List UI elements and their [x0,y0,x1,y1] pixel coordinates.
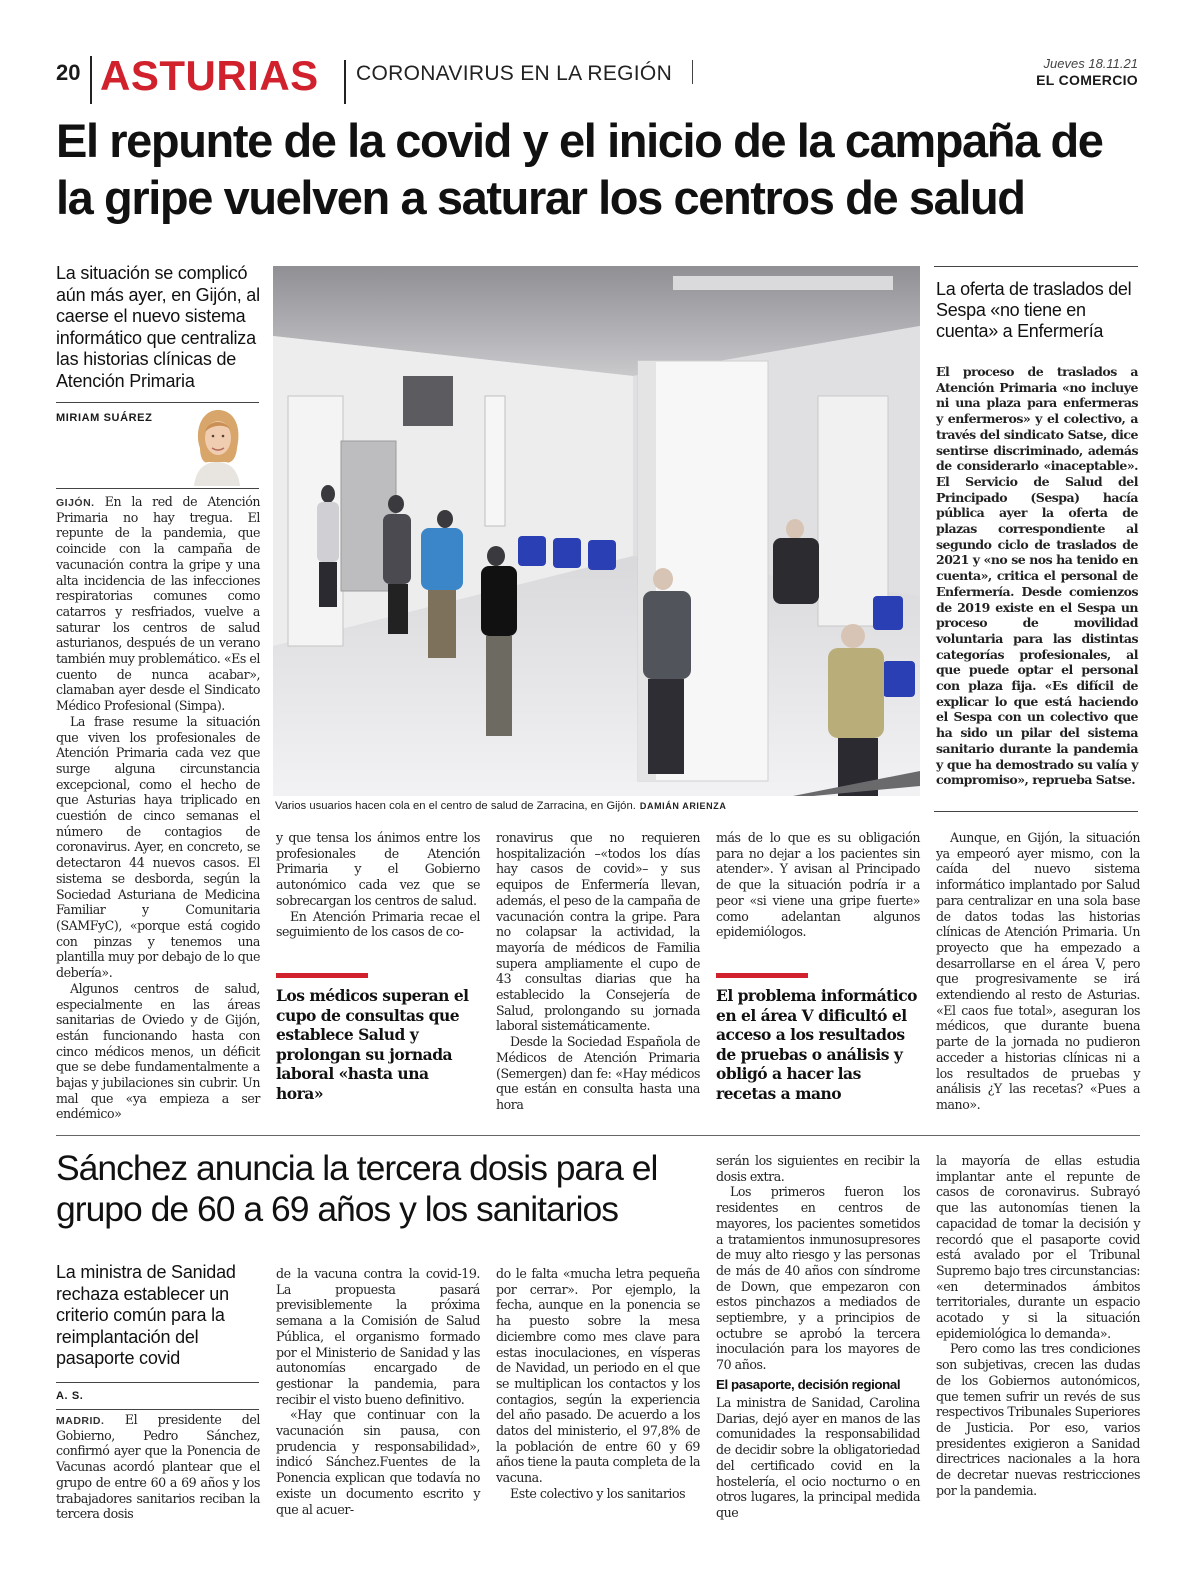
article-headline: El repunte de la covid y el inicio de la campaña de la gripe vuelven a saturar los centros de salud [56,114,1103,224]
masthead-divider [692,60,693,84]
newspaper-name: EL COMERCIO [1036,72,1138,88]
news-photo [273,266,920,796]
masthead-divider [90,56,92,104]
pull-quote: Los médicos superan el cupo de consultas que establece Salud y prolongan su jornada laboral «hasta una hora» [276,986,469,1103]
paragraph: ronavirus que no requieren hospitalización –«todos los días hay casos de covid»– y sus equipos de Enfermería llevan, además, el peso de la campaña de vacunación contra la gripe. Para no colapsar la actividad, la mayoría de médicos de Familia supera ampliamente el cupo de 43 consultas diarias que ha establecido la Consejería de Salud, prolongando su jornada laboral sistemáticamente. [496,830,700,1034]
dateline: GIJÓN. [56,497,95,509]
paragraph: do le falta «mucha letra pequeña por cerrar». Por ejemplo, la fecha, aunque en la ponencia se ha puesto sobre la mesa diciembre como mes clave para estas inoculaciones, en vísperas de Navidad, un periodo en el que se multiplican los contactos y los contagios, según la experiencia del año pasado. De acuerdo a los datos del ministerio, el 97,8% de la población de entre 60 y 69 años tiene la pauta completa de la vacuna. [496,1266,701,1486]
article-column [716,1395,920,1538]
issue-date: Jueves 18.11.21 [1043,56,1138,71]
paragraph: serán los siguientes en recibir la dosis extra. [716,1153,920,1184]
pull-quote: El problema informático en el área V dificultó el acceso a los resultados de pruebas o análisis y obligó a hacer las recetas a mano [716,986,917,1103]
author-photo [182,404,252,486]
paragraph: más de lo que es su obligación para no dejar a los pacientes sin atender». Y avisan al Principado de que la situación podría ir a peor «si viene una gripe fuerte» como adelantan algunos epidemiólogos. [716,830,920,940]
article-column [716,830,920,970]
author-byline: MIRIAM SUÁREZ [56,412,153,424]
rule [56,1382,259,1383]
paragraph: En Atención Primaria recae el seguimiento de los casos de co- [276,908,480,940]
article-column [56,494,260,1122]
author-byline: A. S. [56,1390,84,1402]
rule [56,402,259,403]
paragraph: de la vacuna contra la covid-19. La propuesta pasará previsiblemente la próxima semana a la Comisión de Salud Pública, el organismo formado por el Ministerio de Sanidad y las autonomías encargado de gestionar la pandemia, para recibir el visto bueno definitivo. [276,1266,480,1407]
article-column [936,1153,1140,1537]
paragraph: La frase resume la situación que viven los profesionales de Atención Primaria cada vez que surge alguna circunstancia excepcional, como el hecho de que Asturias haya triplicado en cuestión de cinco semanas el número de contagios de coronavirus. Ayer, en concreto, se detectaron 44 nuevos casos. El sistema se desborda, según la Sociedad Asturiana de Medicina Familiar y Comunitaria (SAMFyC), «porque está cogido con pinzas y tenemos una plantilla muy por debajo de lo que debería». [56,713,260,981]
photo-caption [275,800,915,812]
page-number: 20 [56,60,81,85]
article-headline: Sánchez anuncia la tercera dosis para el grupo de 60 a 69 años y los sanitarios [56,1148,658,1229]
paragraph: Aunque, en Gijón, la situación ya empeoró ayer mismo, con la caída del nuevo sistema informático implantado por Salud para centralizar en una sola base de datos todas las historias clínicas de Atención Primaria. Un proyecto que ha empezado a desarrollarse en el área V, pero que progresivamente se irá extendiendo al resto de Asturias. «El caos fue total», aseguran los médicos, que durante buena parte de la jornada no pudieron acceder a historias clínicas ni a los resultados de pruebas y análisis ¿Y las recetas? «Pues a mano». [936,830,1140,1112]
article-deck: La ministra de Sanidad rechaza establecer un criterio común para la reimplantación del pasaporte covid [56,1262,236,1368]
article-deck: La situación se complicó aún más ayer, en Gijón, al caerse el nuevo sistema informático que centraliza las historias clínicas de Atención Primaria [56,263,260,391]
section-title: ASTURIAS [100,52,319,99]
paragraph: Los primeros fueron los residentes en centros de mayores, los pacientes sometidos a tratamientos inmunosupresores de muy alto riesgo y las personas de más de 40 años con síndrome de Down, que empezaron con estos pinchazos a mediados de septiembre, y a principios de octubre se aprobó la tercera inoculación para los mayores de 70 años. [716,1184,920,1373]
article-column [496,830,700,1110]
paragraph: la mayoría de ellas estudia implantar ante el repunte de casos de coronavirus. Subrayó que las autonomías tienen la capacidad de tomar la decisión y recordó que el pasaporte covid está avalado por el Tribunal Supremo bajo tres circunstancias: «en determinados ámbitos territoriales, durante un espacio acotado y si la situación epidemiológica lo demanda». [936,1153,1140,1341]
masthead-divider [344,60,346,104]
paragraph: Algunos centros de salud, especialmente en las áreas sanitarias de Oviedo y de Gijón, están funcionando hasta con cinco médicos menos, un déficit que se debe fundamentalmente a bajas y jubilaciones sin cubrir. Un mal que «ya empieza a ser endémico» [56,980,260,1122]
photo-credit: DAMIÁN ARIENZA [639,801,727,811]
article-column [496,1266,700,1538]
paragraph: Este colectivo y los sanitarios [510,1485,686,1501]
article-subhead: El pasaporte, decisión regional [716,1377,901,1392]
paragraph: En la red de Atención Primaria no hay tregua. El repunte de la pandemia, que coincide con la campaña de vacunación contra la gripe y una alta incidencia de las infecciones respiratorias comunes como catarros y resfriados, vuelve a saturar los centros de salud asturianos, después de un verano también muy problemático. «Es el cuento de nunca acabar», clamaban ayer desde el Sindicato Médico Profesional (Simpa). [56,494,260,714]
paragraph: Desde la Sociedad Española de Médicos de Atención Primaria (Semergen) dan fe: «Hay médicos que están en consulta hasta una hora [496,1034,700,1112]
sidebar-body: El proceso de traslados a Atención Primaria «no incluye ni una plaza para enfermeras y enfermeros» y el colectivo, a través del sindicato Satse, dice sentirse discriminado, además de considerarlo «inaceptable». El Servicio de Salud del Principado (Sespa) hacía pública ayer la oferta de plazas correspondiente al segundo ciclo de traslados de 2021 y «no se nos ha tenido en cuenta», critica el personal de Enfermería. Desde comienzos de 2019 existe en el Sespa un proceso de movilidad voluntaria para las distintas categorías profesionales, al que puede optar el personal con plaza fija. «Es difícil de explicar lo que está haciendo el Sespa con un colectivo que ha sido un pilar del sistema sanitario durante la pandemia y que ha demostrado su valía y compromiso», reprueba Satse. [936,364,1138,788]
rule [934,266,1138,267]
paragraph: La ministra de Sanidad, Carolina Darias, dejó ayer en manos de las comunidades la responsabilidad de decidir sobre la obligatoriedad del certificado covid en la hostelería, el ocio nocturno o en otros lugares, la principal medida que [716,1395,920,1520]
dateline: MADRID. [56,1415,105,1427]
article-column [56,1412,260,1538]
rule [934,811,1138,812]
caption-text: Varios usuarios hacen cola en el centro de salud de Zarracina, en Gijón. [275,800,636,812]
sidebar-title: La oferta de traslados del Sespa «no tiene en cuenta» a Enfermería [936,279,1132,341]
article-column [716,1153,920,1373]
paragraph: y que tensa los ánimos entre los profesionales de Atención Primaria y el Gobierno autonómico cada vez que se sobrecargan los centros de salud. [276,830,480,908]
rule [56,1409,259,1410]
subsection-title: CORONAVIRUS EN LA REGIÓN [356,62,673,85]
article-column [936,830,1140,1110]
pull-quote-marker [276,973,368,978]
section-divider [56,1135,1140,1136]
pull-quote-marker [716,973,808,978]
paragraph: Pero como las tres condiciones son subjetivas, crecen las dudas de los Gobiernos autonómicos, que temen sufrir un revés de sus respectivos Tribunales Superiores de Justicia. Por eso, varios presidentes exigieron a Sanidad directrices nacionales a la hora de decretar nuevas restricciones por la pandemia. [936,1341,1140,1498]
paragraph: «Hay que continuar con la vacunación sin pausa, con prudencia y responsabilidad», indicó Sánchez.Fuentes de la Ponencia explican que todavía no existe un documento escrito y que al acuer- [276,1407,480,1517]
article-column [276,1266,480,1538]
rule [56,488,259,489]
paragraph: El presidente del Gobierno, Pedro Sánchez, confirmó ayer que la Ponencia de Vacunas acordó plantear que el grupo de entre 60 a 69 años y los trabajadores sanitarios reciban la tercera dosis [56,1412,260,1522]
article-column [276,830,480,970]
